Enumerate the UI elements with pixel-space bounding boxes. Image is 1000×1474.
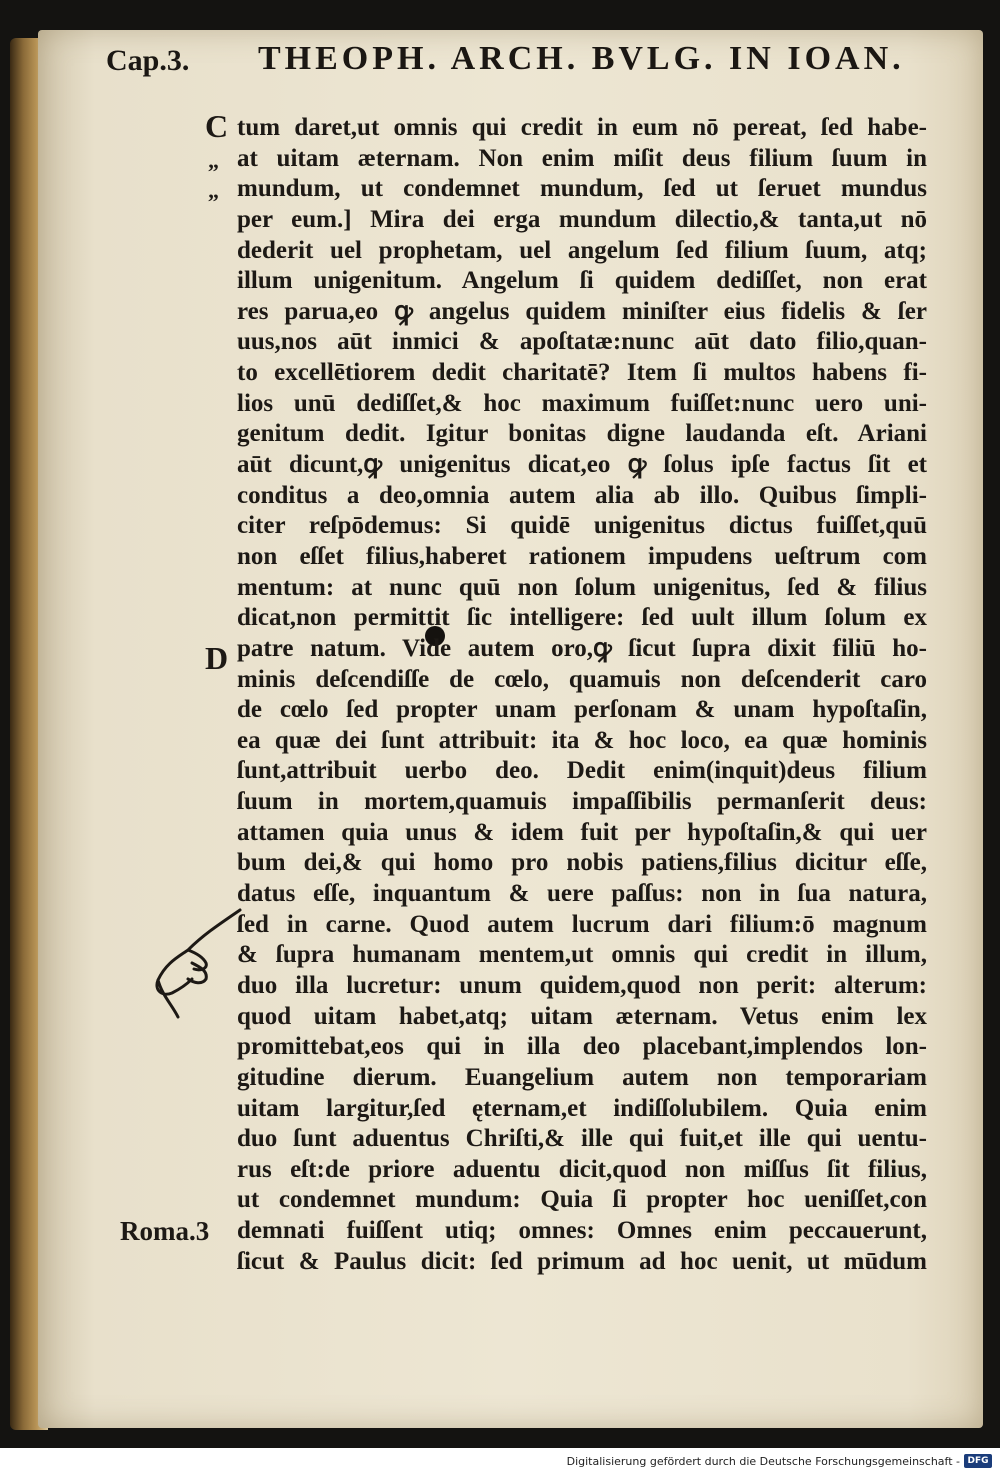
- text-line: uitam largitur,ſed ęternam,et indiſſolubilem. Quia enim: [237, 1094, 927, 1122]
- text-line: res parua,eo ꝙ angelus quidem miniſter eius fidelis & ſer: [237, 297, 927, 325]
- dfg-logo: DFG: [964, 1454, 992, 1468]
- text-line: duo illa lucretur: unum quidem,quod non perit: alterum:: [237, 971, 927, 999]
- margin-quote-mark: „: [208, 178, 219, 203]
- text-line: non eſſet filius,haberet rationem impudens ueſtrum com: [237, 542, 927, 570]
- text-line: de cœlo ſed propter unam perſonam & unam hypoſtaſin,: [237, 696, 927, 724]
- footer-bar: [0, 1448, 1000, 1474]
- text-line: ſunt,attribuit uerbo deo. Dedit enim(inquit)deus filium: [237, 757, 927, 785]
- running-head: [106, 34, 926, 84]
- manicule-icon: [148, 905, 243, 1020]
- text-line: bum dei,& qui homo pro nobis patiens,filius dicitur eſſe,: [237, 849, 927, 877]
- running-title: THEOPH. ARCH. BVLG. IN IOAN.: [258, 40, 905, 77]
- margin-quote-mark: „: [208, 148, 219, 173]
- text-line: promittebat,eos qui in illa deo placebant,implendos lon-: [237, 1033, 927, 1061]
- text-line: ut condemnet mundum: Quia ſi propter hoc ueniſſet,con: [237, 1186, 927, 1214]
- text-line: duo ſunt aduentus Chriſti,& ille qui fuit,et ille qui uentu-: [237, 1125, 927, 1153]
- text-line: & ſupra humanam mentem,ut omnis qui credit in illum,: [237, 941, 927, 969]
- text-line: at uitam æternam. Non enim miſit deus filium ſuum in: [237, 144, 927, 172]
- text-line: ea quæ dei ſunt attribuit: ita & hoc loco, ea quæ hominis: [237, 726, 927, 754]
- text-line: per eum.] Mira dei erga mundum dilectio,& tanta,ut nō: [237, 205, 927, 233]
- text-line: patre natum. Vide autem oro,ꝙ ſicut ſupra dixit filiū ho-: [237, 634, 927, 662]
- text-line: ſuum in mortem,quamuis impaſſibilis permanſerit deus:: [237, 788, 927, 816]
- margin-initial-d: D: [205, 640, 229, 676]
- text-line: illum unigenitum. Angelum ſi quidem dediſſet, non erat: [237, 267, 927, 295]
- text-line: attamen quia unus & idem fuit per hypoſtaſin,& qui uer: [237, 818, 927, 846]
- text-line: ſicut & Paulus dicit: ſed primum ad hoc uenit, ut mūdum: [237, 1247, 927, 1275]
- body-text: [237, 113, 927, 1277]
- text-line: dederit uel prophetam, uel angelum ſed filium ſuum, atq;: [237, 236, 927, 264]
- footer-credit: Digitalisierung gefördert durch die Deutsche Forschungsgemeinschaft -: [566, 1455, 960, 1468]
- text-line: quod uitam habet,atq; uitam æternam. Vetus enim lex: [237, 1002, 927, 1030]
- text-line: minis deſcendiſſe de cœlo, quamuis non deſcenderit caro: [237, 665, 927, 693]
- text-line: gitudine dierum. Euangelium autem non temporariam: [237, 1063, 927, 1091]
- text-line: conditus a deo,omnia autem alia ab illo. Quibus ſimpli-: [237, 481, 927, 509]
- text-line: to excellētiorem dedit charitatē? Item ſi multos habens fi-: [237, 359, 927, 387]
- text-line: uus,nos aūt inmici & apoſtatæ:nunc aūt dato filio,quan-: [237, 328, 927, 356]
- chapter-label: Cap.3.: [106, 44, 190, 77]
- text-line: genitum dedit. Igitur bonitas digne laudanda eſt. Ariani: [237, 420, 927, 448]
- text-line: tum daret,ut omnis qui credit in eum nō pereat, ſed habe-: [237, 114, 927, 141]
- text-line: citer reſpōdemus: Si quidē unigenitus dictus fuiſſet,quū: [237, 512, 927, 540]
- text-line: lios unū dediſſet,& hoc maximum fuiſſet:nunc uero uni-: [237, 389, 927, 417]
- margin-initial-c: C: [205, 108, 229, 144]
- margin-reference: Roma.3: [120, 1216, 210, 1246]
- text-line: mundum, ut condemnet mundum, ſed ut ſeruet mundus: [237, 175, 927, 203]
- text-line: rus eſt:de priore aduentu dicit,quod non miſſus ſit filius,: [237, 1155, 927, 1183]
- text-line: dicat,non permittit ſic intelligere: ſed uult illum ſolum ex: [237, 604, 927, 632]
- text-line: aūt dicunt,ꝙ unigenitus dicat,eo ꝙ ſolus ipſe factus ſit et: [237, 451, 927, 479]
- text-line: mentum: at nunc quū non ſolum unigenitus, ſed & filius: [237, 573, 927, 601]
- text-line: demnati fuiſſent utiq; omnes: Omnes enim peccauerunt,: [237, 1217, 927, 1245]
- text-line: datus eſſe, inquantum & uere paſſus: non in ſua natura,: [237, 880, 927, 908]
- text-line: ſed in carne. Quod autem lucrum dari filium:ō magnum: [237, 910, 927, 938]
